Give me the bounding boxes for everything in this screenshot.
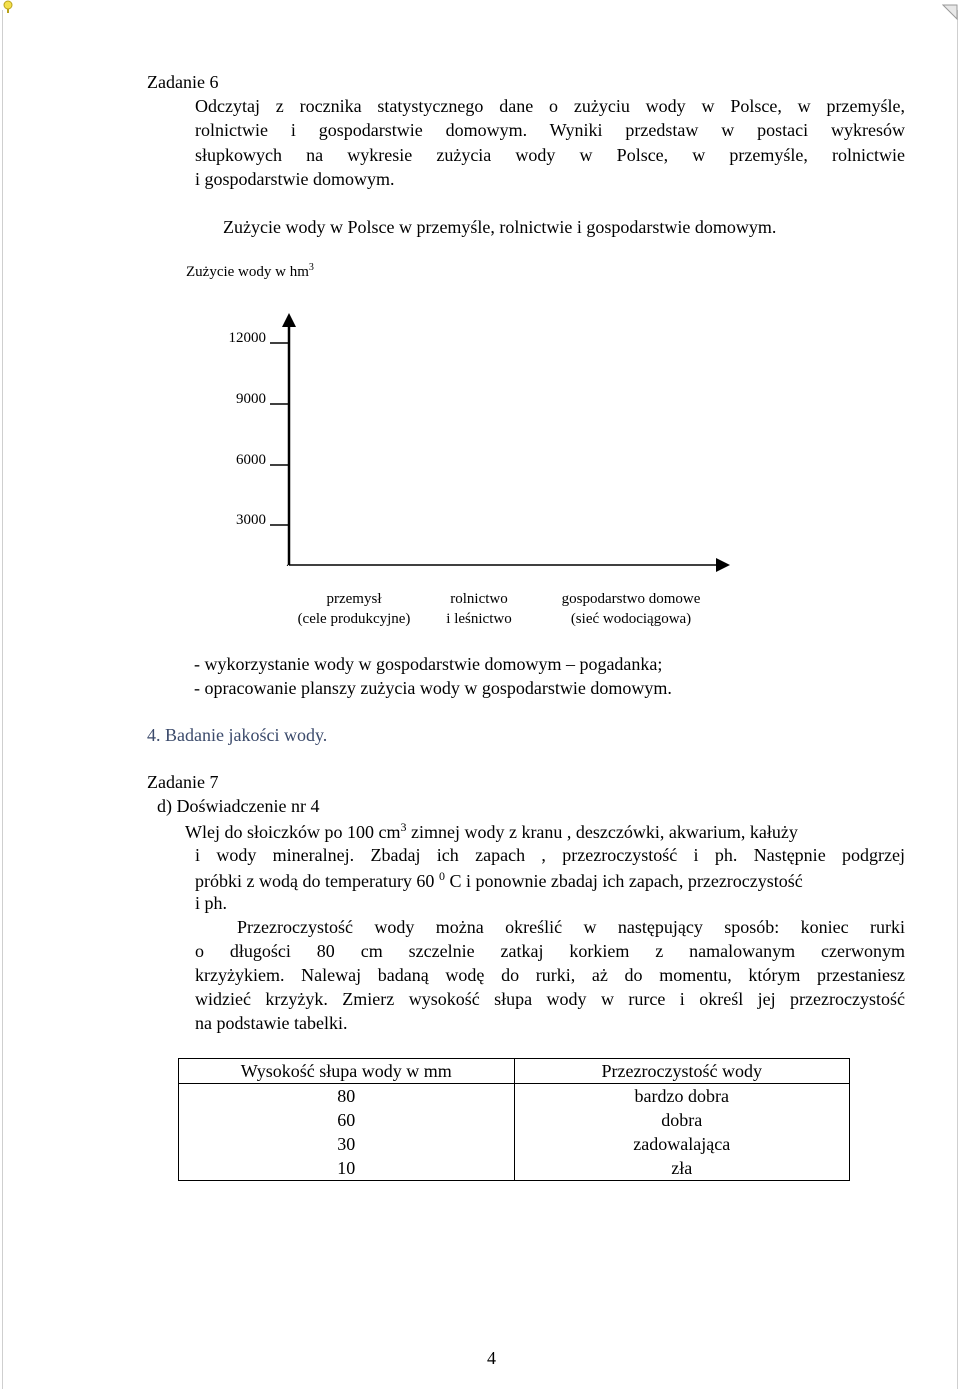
task6-line-1: Odczytaj z rocznika statystycznego dane o zużyciu wody w Polsce, w przemyśle, [195,96,905,116]
task7-p2-line-4: widzieć krzyżyk. Zmierz wysokość słupa wody w rurce i określ jej przezroczystość [195,989,905,1009]
task7-title: Zadanie 7 [147,772,219,792]
y-tick-label-3000: 3000 [236,512,266,528]
page-number: 4 [487,1348,496,1368]
task7-p2-line-3: krzyżykiem. Nalewaj badaną wodę do rurki, aż do momentu, którym przestaniesz [195,965,905,985]
task7-experiment: d) Doświadczenie nr 4 [157,796,320,816]
table-cell: zadowalająca [633,1134,731,1154]
note-pin-icon[interactable] [2,0,14,14]
task7-p1-line-3-a: próbki z wodą do temperatury 60 [195,871,439,891]
task7-p2-line-2: o długości 80 cm szczelnie zatkaj korkiem z namalowanym czerwonym [195,941,905,961]
task7-p1-line-1-sup: 3 [400,820,407,834]
task7-p2-line-1: Przezroczystość wody można określić w następujący sposób: koniec rurki [237,917,905,937]
task6-line-2: rolnictwie i gospodarstwie domowym. Wyniki przedstaw w postaci wykresów [195,120,905,140]
category-label-industry [284,589,424,629]
category-label-industry-line1: przemysł [326,591,382,607]
category-label-households-line1: gospodarstwo domowe [561,591,701,607]
page-border-right [957,10,958,1389]
y-tick-label-12000: 12000 [228,330,266,346]
table-cell: zła [671,1158,693,1178]
y-tick-label-6000: 6000 [236,452,266,468]
task6-title: Zadanie 6 [147,72,219,92]
task7-p2-line-5: na podstawie tabelki. [195,1013,348,1033]
bullet-item-1: - wykorzystanie wody w gospodarstwie domowym – pogadanka; [194,654,663,674]
task7-p1-line-1 [185,820,798,843]
transparency-table [178,1058,850,1181]
y-axis-arrow [282,313,296,327]
chart-origin-mark: . [286,555,289,569]
x-axis-arrow [716,558,730,572]
table-row [179,1084,850,1109]
table-header-height: Wysokość słupa wody w mm [179,1059,515,1084]
category-label-households [551,589,711,629]
chart-ylabel [186,262,314,281]
category-label-households-line2: (sieć wodociągowa) [570,611,692,627]
table-header-row [179,1059,850,1084]
task7-p1-line-3-sup: 0 [438,869,445,883]
table-cell: 60 [179,1108,515,1132]
category-label-agriculture-line1: rolnictwo [450,591,508,607]
page-fold-icon[interactable] [942,4,958,20]
table-cell: 10 [179,1156,515,1181]
bullet-item-2: - opracowanie planszy zużycia wody w gospodarstwie domowym. [194,678,672,698]
category-label-agriculture [424,589,534,629]
chart-ylabel-text: Zużycie wody w hm [186,264,309,280]
task7-p1-line-1-b: zimnej wody z kranu , deszczówki, akwarium, kałuży [406,822,798,842]
task6-line-4: i gospodarstwie domowym. [195,169,395,189]
page-border-left [2,10,3,1389]
task7-p1-line-3 [195,869,803,892]
task7-p1-line-1-a: Wlej do słoiczków po 100 cm [185,822,401,842]
category-label-industry-line2: (cele produkcyjne) [297,611,411,627]
table-header-transparency: Przezroczystość wody [514,1059,850,1084]
table-cell: dobra [661,1110,703,1130]
table-row [179,1132,850,1156]
table-cell: bardzo dobra [634,1086,729,1106]
table-row [179,1156,850,1181]
chart-ylabel-sup: 3 [308,262,314,273]
task7-p1-line-4: i ph. [195,893,228,913]
task6-line-3: słupkowych na wykresie zużycia wody w Polsce, w przemyśle, rolnictwie [195,145,905,165]
category-label-agriculture-line2: i leśnictwo [446,611,512,627]
task7-p1-line-3-b: C i ponownie zbadaj ich zapach, przezroczystość [444,871,803,891]
table-cell: 30 [179,1132,515,1156]
table-row [179,1108,850,1132]
section-heading-4: 4. Badanie jakości wody. [147,725,328,745]
y-tick-label-9000: 9000 [236,391,266,407]
chart-title: Zużycie wody w Polsce w przemyśle, rolnictwie i gospodarstwie domowym. [223,217,777,237]
chart-axes [260,305,740,575]
task7-p1-line-2: i wody mineralnej. Zbadaj ich zapach , przezroczystość i ph. Następnie podgrzej [195,845,905,865]
table-cell: 80 [179,1084,515,1109]
